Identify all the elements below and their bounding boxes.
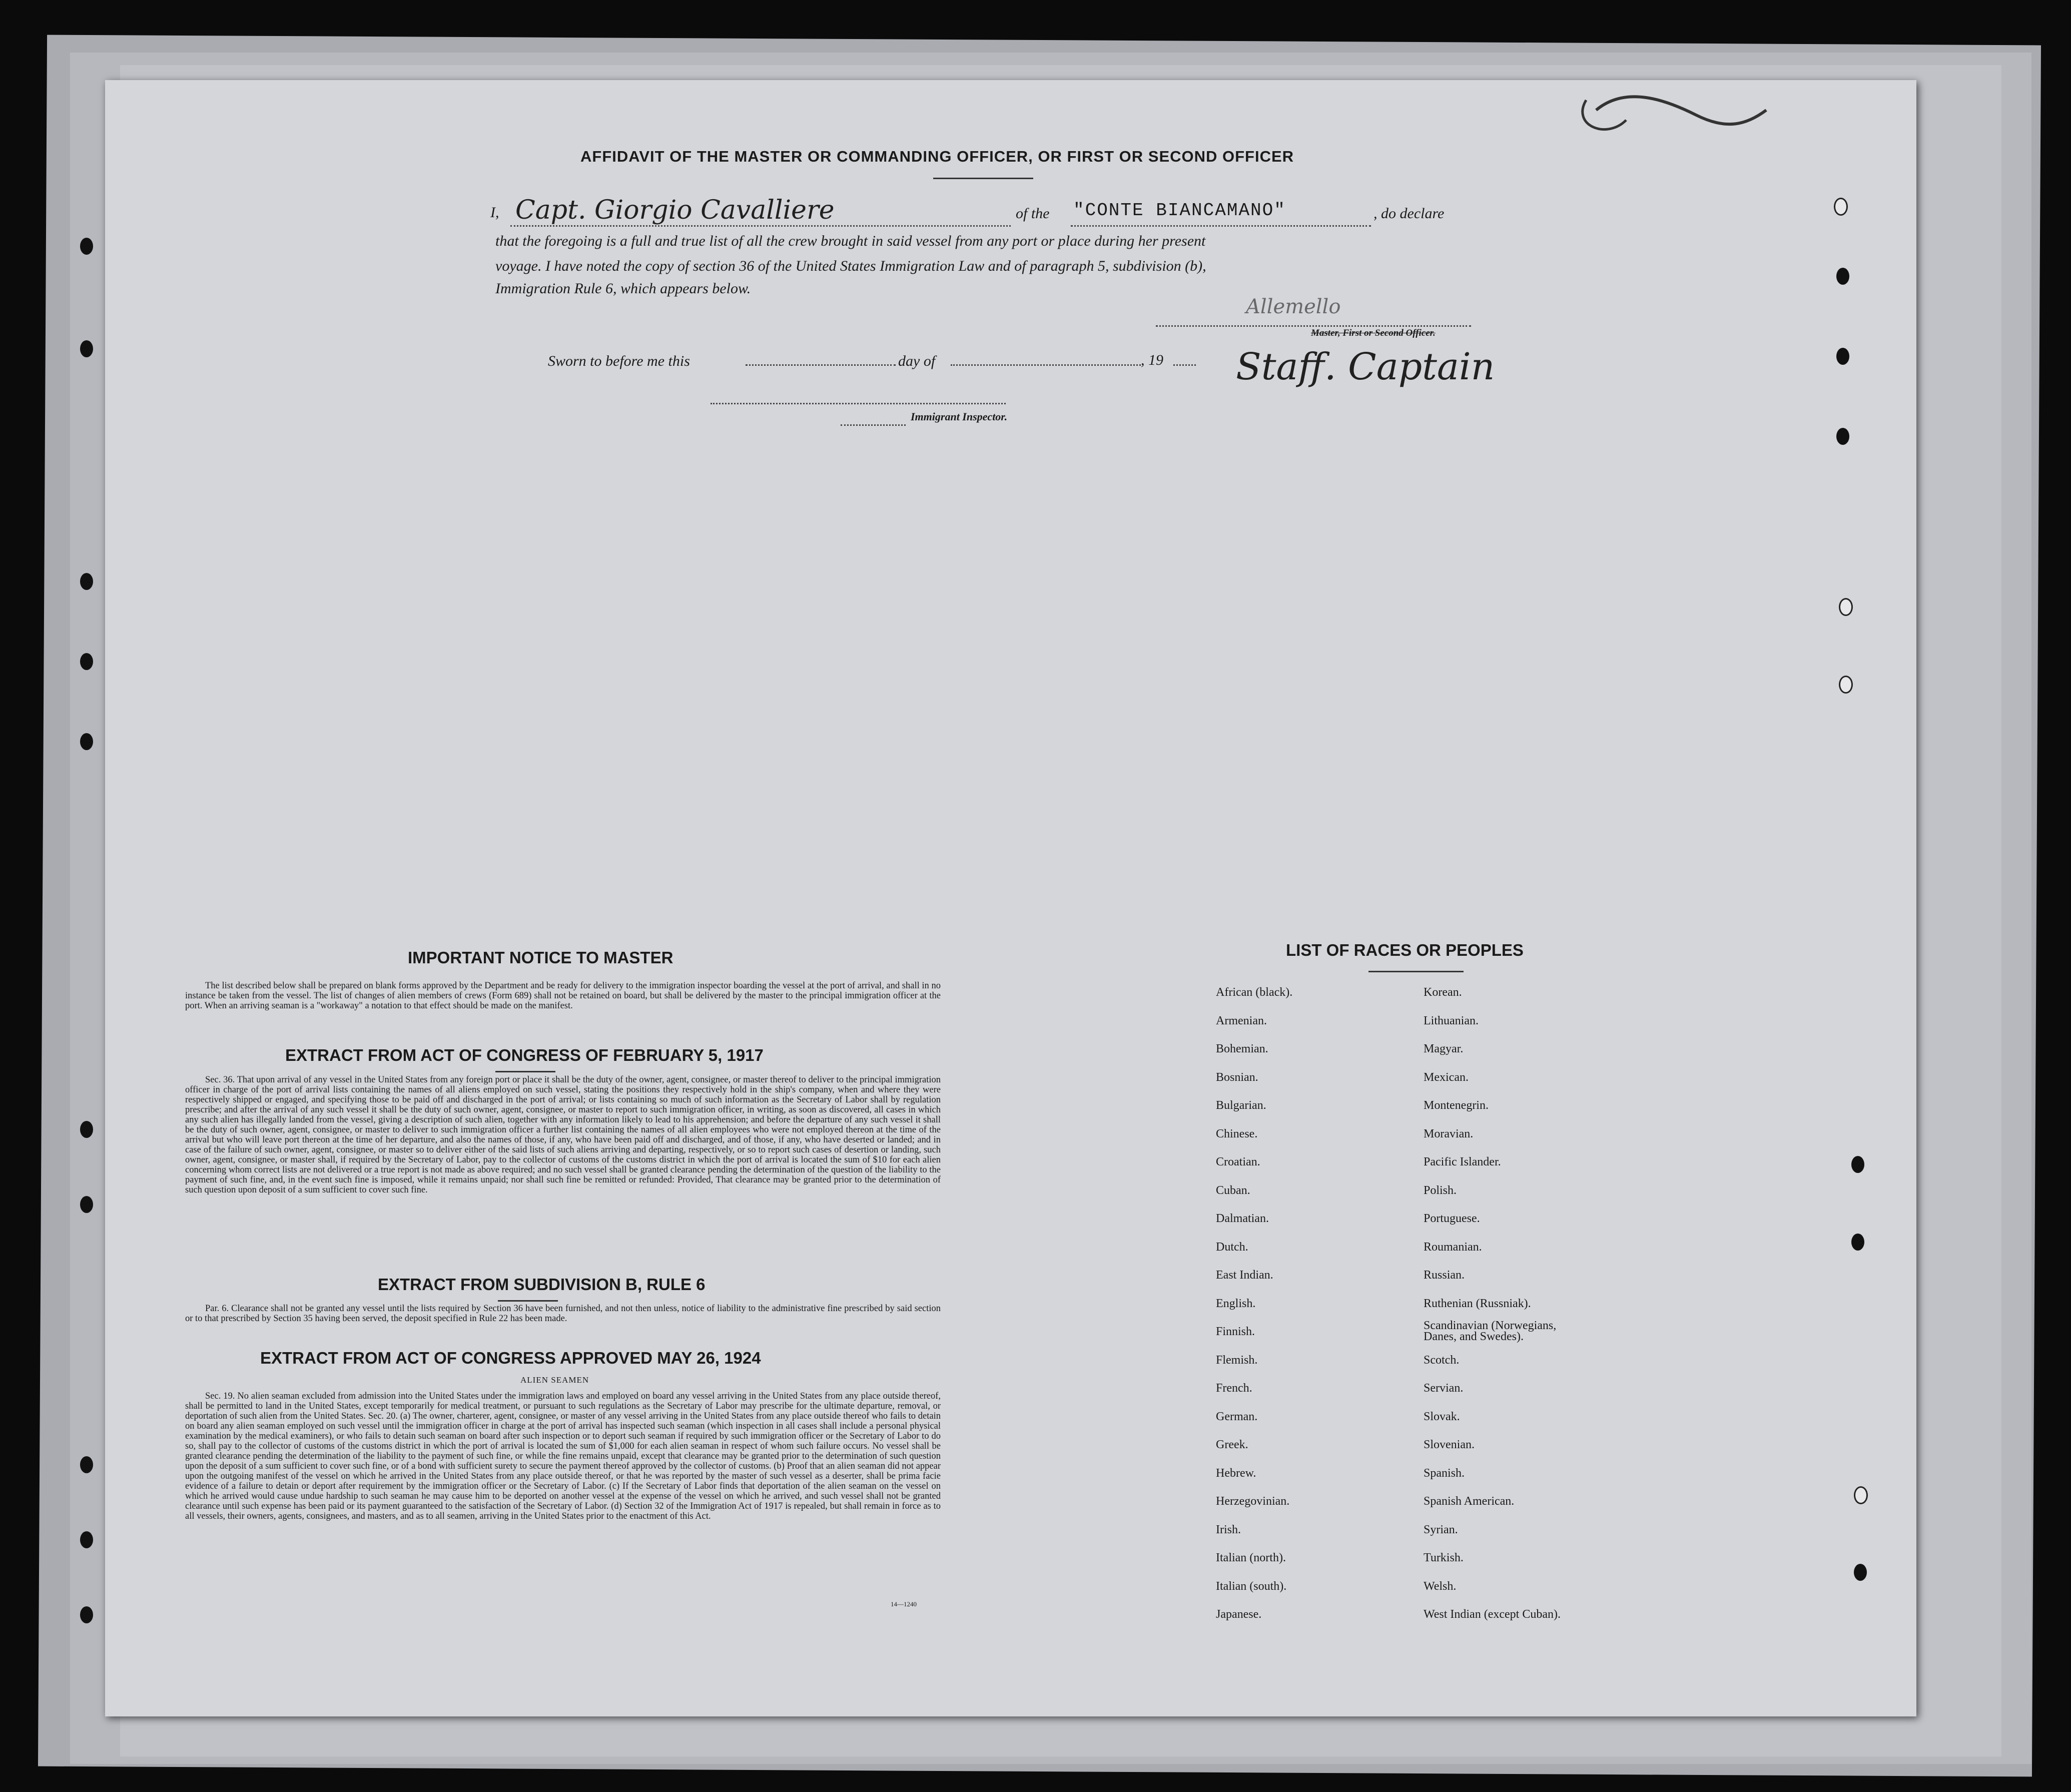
sworn-day-line	[746, 364, 896, 366]
race-item: Spanish American.	[1424, 1495, 1515, 1508]
race-item: Servian.	[1424, 1382, 1464, 1395]
punch-hole	[1854, 1564, 1867, 1581]
race-item: Armenian.	[1216, 1014, 1267, 1027]
punch-hole	[80, 1196, 93, 1213]
punch-hole	[1839, 676, 1853, 694]
race-item: Scotch.	[1424, 1353, 1460, 1367]
punch-hole	[1851, 1156, 1864, 1173]
punch-hole	[1836, 348, 1849, 365]
punch-hole	[80, 238, 93, 255]
race-item: Russian.	[1424, 1269, 1465, 1282]
extract-1917-title: EXTRACT FROM ACT OF CONGRESS OF FEBRUARY 5, 1917	[285, 1046, 764, 1064]
inspector-line	[711, 403, 1006, 404]
binding-string	[1566, 80, 1776, 155]
race-item: Welsh.	[1424, 1579, 1457, 1593]
affidavit-prefix: I,	[490, 204, 499, 221]
punch-hole	[80, 1456, 93, 1473]
affidavit-line-3: voyage. I have noted the copy of section 36 of the United States Immigration Law and of paragraph 5, subdivision (b),	[495, 258, 1206, 274]
officer-signature: Allemello	[1246, 295, 1341, 318]
races-title: LIST OF RACES OR PEOPLES	[1286, 941, 1524, 959]
race-item: Cuban.	[1216, 1183, 1250, 1197]
race-item: Irish.	[1216, 1523, 1241, 1536]
race-item: Ruthenian (Russniak).	[1424, 1297, 1531, 1310]
race-item: East Indian.	[1216, 1269, 1273, 1282]
race-item: Portuguese.	[1424, 1212, 1480, 1225]
extract-1917-body: Sec. 36. That upon arrival of any vessel in the United States from any foreign port or place it shall be the duty of the owner, agent, consignee, or master thereof to deliver to the principal immigration officer in charge of the port of arrival lists containing the names of all aliens employed on such vessel, stating the positions they respectively hold in the ship's company, when and where they were respectively shipped or engaged, and specifying those to be paid off and discharged in the port of arrival; or lists containing so much of such information as the Secretary of Labor shall by regulation prescribe; and after the arrival of any such vessel it shall be the duty of such owner, agent, consignee, or master to report to such immigration officer, in writing, as soon as discovered, all cases in which any such alien has illegally landed from the vessel, giving a description of such alien, together with any information likely to lead to his apprehension; and before the departure of any such vessel it shall be the duty of such owner, agent, consignee, or master to deliver to such immigration officer a further list containing the names of all alien employees who were not employed thereon at the time of the arrival but who will leave port thereon at the time of her departure, and also the names of those, if any, who have been paid off and discharged, and of those, if any, who have deserted or landed; and in case of the failure of such owner, agent, consignee, or master so to deliver either of the said lists of such aliens arriving and departing, respectively, or so to report such cases of desertion or landing, such owner, agent, consignee, or master shall, if required by the Secretary of Labor, pay to the collector of customs of the customs district in which the port of arrival is located the sum of $10 for each alien concerning whom correct lists are not delivered or a true report is not made as above required; and no such vessel shall be granted clearance pending the determination of the question of the liability to the payment of such fine, and, in the event such fine is imposed, while it remains unpaid; nor shall such fine be remitted or refunded: Provided, That clearance may be granted prior to the determination of such question upon deposit of a sum sufficient to cover such fine.	[185, 1075, 941, 1195]
punch-hole	[80, 340, 93, 357]
race-item: Montenegrin.	[1424, 1099, 1489, 1112]
year-label: , 19	[1141, 352, 1163, 368]
punch-hole	[1851, 1234, 1864, 1251]
race-item: Finnish.	[1216, 1325, 1255, 1338]
inspector-line-short	[841, 424, 906, 426]
form-number: 14—1240	[891, 1600, 917, 1608]
title-underline	[933, 178, 1033, 179]
extract-1924-subtitle: ALIEN SEAMEN	[520, 1375, 589, 1385]
staff-captain-signature: Staff. Captain	[1236, 345, 1495, 388]
vessel-line	[1071, 225, 1371, 227]
extract-rule6-body: Par. 6. Clearance shall not be granted any vessel until the lists required by Section 36 have been furnished, and not then unless, notice of liability to the administrative fine prescribed by said section or to that prescribed by Section 35 having been served, the deposit specified in Rule 22 has been made.	[185, 1304, 941, 1324]
punch-hole	[80, 573, 93, 590]
races-title-rule	[1368, 971, 1464, 972]
punch-hole	[1836, 428, 1849, 445]
punch-hole	[1836, 268, 1849, 285]
race-item: Greek.	[1216, 1438, 1248, 1451]
race-item: West Indian (except Cuban).	[1424, 1608, 1561, 1621]
signature-line	[1156, 325, 1471, 327]
vessel-name: "CONTE BIANCAMANO"	[1073, 200, 1286, 221]
punch-hole	[80, 1606, 93, 1623]
punch-hole	[80, 733, 93, 750]
race-item: Herzegovinian.	[1216, 1495, 1290, 1508]
notice-body: The list described below shall be prepared on blank forms approved by the Department and be ready for delivery to the immigration inspector boarding the vessel at the port of arrival, and shall in no instance be taken from the vessel. The list of changes of alien members of crews (Form 689) shall not be retained on board, but shall be delivered by the master to the principal immigration officer at the port. When an arriving seaman is a "workaway" a notation to that effect should be made on the manifest.	[185, 981, 941, 1011]
race-item: Moravian.	[1424, 1127, 1474, 1140]
punch-hole	[80, 653, 93, 670]
captain-name-handwritten: Capt. Giorgio Cavalliere	[515, 195, 835, 225]
race-item: Bulgarian.	[1216, 1099, 1266, 1112]
sworn-month-line	[951, 364, 1141, 366]
race-item: Polish.	[1424, 1183, 1457, 1197]
punch-hole	[80, 1531, 93, 1548]
race-item: Hebrew.	[1216, 1466, 1256, 1480]
race-item: Slovak.	[1424, 1410, 1460, 1423]
race-item: Bosnian.	[1216, 1070, 1258, 1084]
race-item: Bohemian.	[1216, 1042, 1268, 1055]
race-item: Italian (south).	[1216, 1579, 1287, 1593]
punch-hole	[80, 1121, 93, 1138]
race-item: German.	[1216, 1410, 1258, 1423]
extract-1924-title: EXTRACT FROM ACT OF CONGRESS APPROVED MAY 26, 1924	[260, 1349, 761, 1367]
declare-label: , do declare	[1373, 205, 1445, 222]
race-item: Dalmatian.	[1216, 1212, 1269, 1225]
year-line	[1173, 364, 1196, 366]
affidavit-line-2: that the foregoing is a full and true list of all the crew brought in said vessel from any port or place during her present	[495, 233, 1206, 249]
affidavit-title: AFFIDAVIT OF THE MASTER OR COMMANDING OFFICER, OR FIRST OR SECOND OFFICER	[580, 148, 1294, 165]
punch-hole	[1854, 1486, 1868, 1504]
extract-1917-rule	[495, 1071, 555, 1072]
race-item: Slovenian.	[1424, 1438, 1475, 1451]
inspector-caption: Immigrant Inspector.	[911, 410, 1008, 423]
race-item: Magyar.	[1424, 1042, 1464, 1055]
race-item: Chinese.	[1216, 1127, 1258, 1140]
extract-rule6-title: EXTRACT FROM SUBDIVISION B, RULE 6	[378, 1275, 706, 1294]
race-item: Scandinavian (Norwegians, Danes, and Swedes).	[1424, 1319, 1557, 1343]
race-item: Mexican.	[1424, 1070, 1469, 1084]
affidavit-line-4: Immigration Rule 6, which appears below.	[495, 280, 751, 297]
race-item: English.	[1216, 1297, 1256, 1310]
of-the-label: of the	[1016, 205, 1050, 222]
race-item: Spanish.	[1424, 1466, 1465, 1480]
race-item: Lithuanian.	[1424, 1014, 1479, 1027]
race-item: Roumanian.	[1424, 1240, 1482, 1254]
race-item: French.	[1216, 1382, 1252, 1395]
day-of-label: day of	[898, 353, 936, 369]
race-item: Italian (north).	[1216, 1551, 1286, 1564]
extract-rule6-rule	[498, 1300, 558, 1302]
signature-caption: Master, First or Second Officer.	[1311, 328, 1436, 338]
race-item: Turkish.	[1424, 1551, 1464, 1564]
race-item: Japanese.	[1216, 1608, 1262, 1621]
race-item: Croatian.	[1216, 1155, 1260, 1168]
race-item: Dutch.	[1216, 1240, 1248, 1254]
race-item: Flemish.	[1216, 1353, 1258, 1367]
punch-hole	[1834, 198, 1848, 216]
sworn-label: Sworn to before me this	[548, 353, 690, 369]
race-item: Korean.	[1424, 986, 1462, 999]
race-item: Syrian.	[1424, 1523, 1458, 1536]
name-line	[510, 225, 1011, 227]
race-item: Pacific Islander.	[1424, 1155, 1501, 1168]
punch-hole	[1839, 598, 1853, 616]
extract-1924-body: Sec. 19. No alien seaman excluded from admission into the United States under the immigration laws and employed on board any vessel arriving in the United States from any place outside thereof, shall be permitted to land in the United States, except temporarily for medical treatment, or pursuant to such regulations as the Secretary of Labor may prescribe for the ultimate departure, removal, or deportation of such alien from the United States. Sec. 20. (a) The owner, charterer, agent, consignee, or master of any vessel arriving in the United States from any place outside thereof who fails to detain on board any alien seaman employed on such vessel until the immigration officer in charge at the port of arrival has inspected such seaman (which inspection in all cases shall include a personal physical examination by the medical examiners), or who fails to detain such seaman on board after such inspection or to deport such seaman if required by such immigration officer or the Secretary of Labor to do so, shall pay to the collector of customs of the customs district in which the port of arrival is located the sum of $1,000 for each alien seaman in respect of whom such failure occurs. No vessel shall be granted clearance pending the determination of the liability to the payment of such fine, or while the fine remains unpaid, except that clearance may be granted prior to the determination of such question upon the deposit of a sum sufficient to cover such fine, or of a bond with sufficient surety to secure the payment thereof approved by the collector of customs. (b) Proof that an alien seaman did not appear upon the outgoing manifest of the vessel on which he arrived in the United States from any place outside thereof, or that he was reported by the master of such vessel as a deserter, shall be prima facie evidence of a failure to detain or deport after requirement by the immigration officer or the Secretary of Labor. (c) If the Secretary of Labor finds that deportation of the alien seaman on the vessel on which he arrived would cause undue hardship to such seaman he may cause him to be deported on another vessel at the expense of the vessel on which he arrived, and such vessel shall not be granted clearance until such expense has been paid or its payment guaranteed to the satisfaction of the Secretary of Labor. (d) Section 32 of the Immigration Act of 1917 is repealed, but shall remain in force as to all vessels, their owners, agents, consignees, and masters, and as to all seamen, arriving in the United States prior to the enactment of this Act.	[185, 1391, 941, 1521]
notice-title: IMPORTANT NOTICE TO MASTER	[408, 948, 673, 967]
race-item: African (black).	[1216, 986, 1293, 999]
